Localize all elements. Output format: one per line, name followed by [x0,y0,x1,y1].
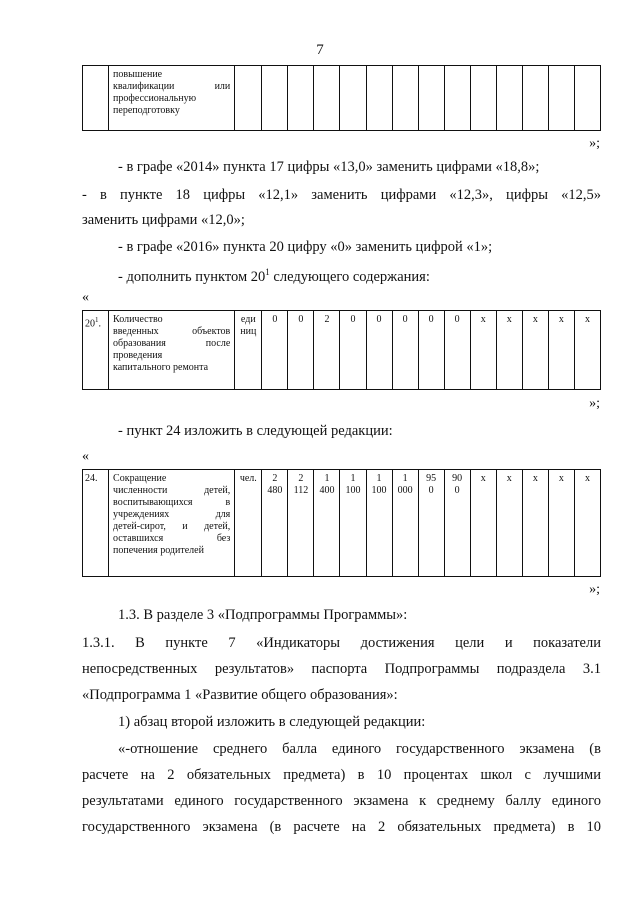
indicator-description: Количество введенных объектов образования после проведения капитального ремонта [109,311,235,390]
top-table [82,65,601,131]
value-cell: 0 [366,311,392,390]
section-paragraph: «Подпрограмма 1 «Развитие общего образования»: [82,687,398,703]
table-cell [83,66,109,131]
unit-cell: чел. [235,470,262,577]
section-paragraph: 1.3.1. В пункте 7 «Индикаторы достижения цели и показатели [82,635,601,651]
value-cell: х [548,311,574,390]
row-24-table [82,469,601,577]
value-cell: 0 [288,311,314,390]
row-20-1-table [82,310,601,390]
row-number: $20^1$. [83,311,109,390]
value-cell: х [522,311,548,390]
value-cell: 1 100 [340,470,366,577]
value-cell: 1 400 [314,470,340,577]
table-row [83,470,601,577]
quoted-paragraph: расчете на 2 обязательных предмета) в 10 процентах школ с лучшими [82,767,601,783]
edit-paragraph: - в пункте 18 цифры «12,1» заменить цифрами «12,3», цифры «12,5» [82,187,601,203]
value-cell: х [574,470,600,577]
value-cell: 1 100 [366,470,392,577]
value-cell: 0 [340,311,366,390]
value-cell: х [496,470,522,577]
edit-paragraph: - дополнить пунктом $20^1$ следующего содержания: [118,267,430,285]
value-cell: 90 0 [444,470,470,577]
indicator-description: повышение квалификации или профессиональную переподготовку [109,66,235,131]
value-cell: 0 [392,311,418,390]
table-row [83,311,601,390]
quoted-paragraph: государственного экзамена (в расчете на 2 обязательных предмета) в 10 [82,819,601,835]
value-cell: 2 [314,311,340,390]
closing-quote: »; [589,582,600,597]
value-cell: 1 000 [392,470,418,577]
value-cell: 0 [418,311,444,390]
quoted-paragraph: результатами единого государственного экзамена к среднему баллу единого [82,793,601,809]
value-cell: 0 [262,311,288,390]
indicator-description: Сокращение численности детей, воспитывающихся в учреждениях для детей-сирот, и детей, оставшихся без попечения родителей [109,470,235,577]
value-cell: х [470,311,496,390]
opening-quote: « [82,449,89,464]
section-paragraph: непосредственных результатов» паспорта Подпрограммы подраздела 3.1 [82,661,601,677]
value-cell: 2 112 [288,470,314,577]
section-heading: 1.3. В разделе 3 «Подпрограммы Программы»: [118,607,408,623]
edit-paragraph: - в графе «2014» пункта 17 цифры «13,0» заменить цифрами «18,8»; [118,159,540,175]
value-cell: х [496,311,522,390]
value-cell: х [470,470,496,577]
unit-cell: еди ниц [235,311,262,390]
edit-paragraph: - в графе «2016» пункта 20 цифру «0» заменить цифрой «1»; [118,239,493,255]
value-cell: х [522,470,548,577]
section-paragraph: 1) абзац второй изложить в следующей редакции: [118,714,426,730]
closing-quote: »; [589,136,600,151]
table-row [83,66,601,131]
edit-paragraph: - пункт 24 изложить в следующей редакции: [118,423,393,439]
value-cell: 95 0 [418,470,444,577]
value-cell: х [548,470,574,577]
edit-paragraph: заменить цифрами «12,0»; [82,212,245,228]
closing-quote: »; [589,396,600,411]
row-number: 24. [83,470,109,577]
value-cell: х [574,311,600,390]
page-number: 7 [316,42,324,58]
quoted-paragraph: «-отношение среднего балла единого государственного экзамена (в [118,741,601,757]
value-cell: 0 [444,311,470,390]
opening-quote: « [82,290,89,305]
value-cell: 2 480 [262,470,288,577]
